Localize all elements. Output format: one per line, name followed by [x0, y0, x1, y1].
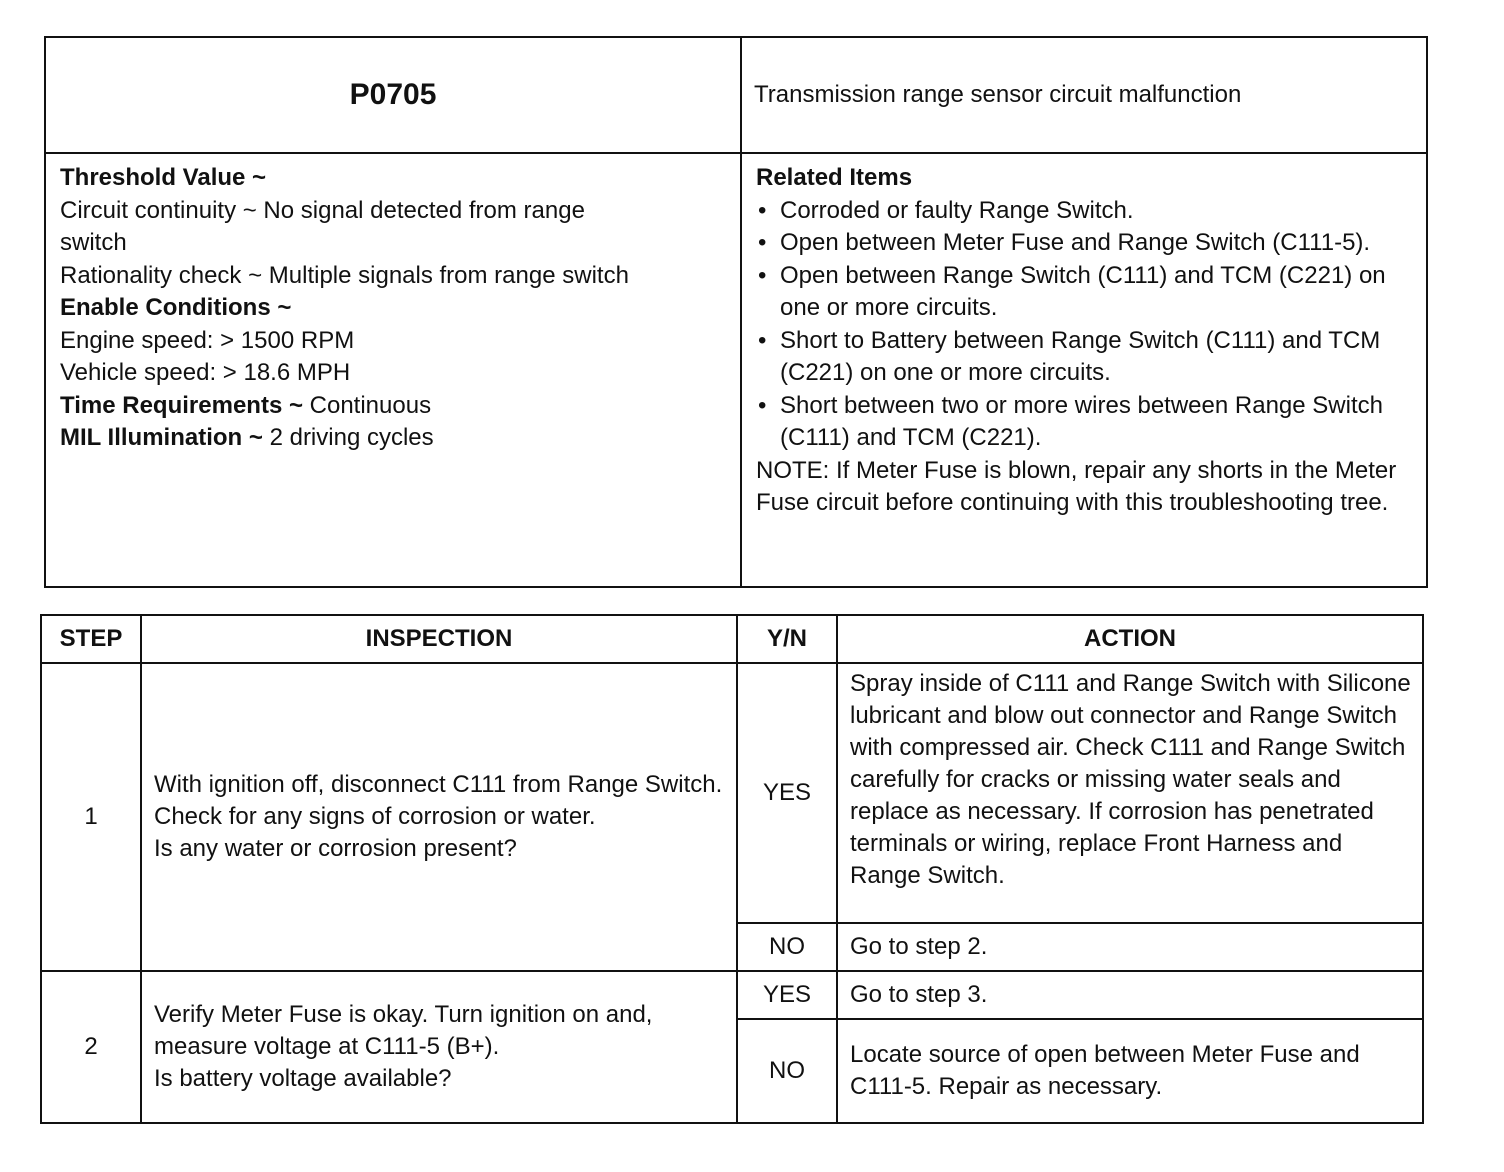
threshold-title: Threshold Value ~	[60, 164, 267, 191]
inspection-question: Is any water or corrosion present?	[154, 835, 517, 862]
time-requirements-value: Continuous	[302, 391, 432, 419]
related-item: • Open between Range Switch (C111) and TCM (C221) on one or more circuits.	[756, 260, 1414, 325]
dtc-info-table	[44, 36, 1428, 588]
related-items-list	[756, 195, 1414, 455]
dtc-description: Transmission range sensor circuit malfunction	[741, 37, 1427, 153]
time-requirements	[60, 390, 728, 423]
circuit-continuity-line2: switch	[60, 229, 127, 256]
steps-header-row	[41, 615, 1423, 663]
table-row	[41, 663, 1423, 923]
related-note: NOTE: If Meter Fuse is blown, repair any shorts in the Meter Fuse circuit before continuing with this troubleshooting tree.	[756, 456, 1397, 516]
inspection-text: With ignition off, disconnect C111 from Range Switch. Check for any signs of corrosion or water.	[154, 771, 723, 830]
related-items-section	[741, 153, 1427, 587]
yes-label: YES	[737, 971, 837, 1019]
header-action: ACTION	[837, 615, 1423, 663]
no-label: NO	[737, 923, 837, 971]
vehicle-speed: Vehicle speed: > 18.6 MPH	[60, 359, 351, 386]
no-action: Locate source of open between Meter Fuse and C111-5. Repair as necessary.	[837, 1019, 1423, 1123]
header-inspection: INSPECTION	[141, 615, 737, 663]
time-requirements-label: Time Requirements ~	[60, 391, 303, 419]
no-action: Go to step 2.	[837, 923, 1423, 971]
header-yn: Y/N	[737, 615, 837, 663]
circuit-continuity-line1: Circuit continuity ~ No signal detected from range	[60, 196, 585, 224]
step-inspection	[141, 663, 737, 971]
dtc-code: P0705	[45, 37, 741, 153]
no-label: NO	[737, 1019, 837, 1123]
mil-illumination-value: 2 driving cycles	[262, 424, 434, 451]
related-item: • Short to Battery between Range Switch (C111) and TCM (C221) on one or more circuits.	[756, 325, 1414, 390]
yes-label: YES	[737, 663, 837, 923]
rationality-check: Rationality check ~ Multiple signals from range switch	[60, 261, 629, 289]
threshold-section	[45, 153, 741, 587]
engine-speed: Engine speed: > 1500 RPM	[60, 326, 355, 354]
inspection-question: Is battery voltage available?	[154, 1065, 452, 1092]
related-items-title: Related Items	[756, 164, 913, 191]
enable-conditions-title: Enable Conditions ~	[60, 294, 292, 321]
mil-illumination	[60, 422, 728, 455]
troubleshooting-steps-table	[40, 614, 1424, 1124]
inspection-text: Verify Meter Fuse is okay. Turn ignition on and, measure voltage at C111-5 (B+).	[154, 1001, 653, 1060]
yes-action: Go to step 3.	[837, 971, 1423, 1019]
related-item: • Open between Meter Fuse and Range Switch (C111-5).	[756, 227, 1414, 260]
mil-illumination-label: MIL Illumination ~	[60, 424, 263, 451]
header-step: STEP	[41, 615, 141, 663]
table-row	[41, 971, 1423, 1019]
related-item: • Short between two or more wires between Range Switch (C111) and TCM (C221).	[756, 390, 1414, 455]
step-number: 1	[41, 663, 141, 971]
step-inspection	[141, 971, 737, 1123]
step-number: 2	[41, 971, 141, 1123]
yes-action: Spray inside of C111 and Range Switch with Silicone lubricant and blow out connector and Range Switch with compressed air. Check C111 and Range Switch carefully for cracks or missing water seals and replace as necessary. If corrosion has penetrated terminals or wiring, replace Front Harness and Range Switch.	[837, 663, 1423, 923]
related-item: • Corroded or faulty Range Switch.	[756, 195, 1414, 228]
